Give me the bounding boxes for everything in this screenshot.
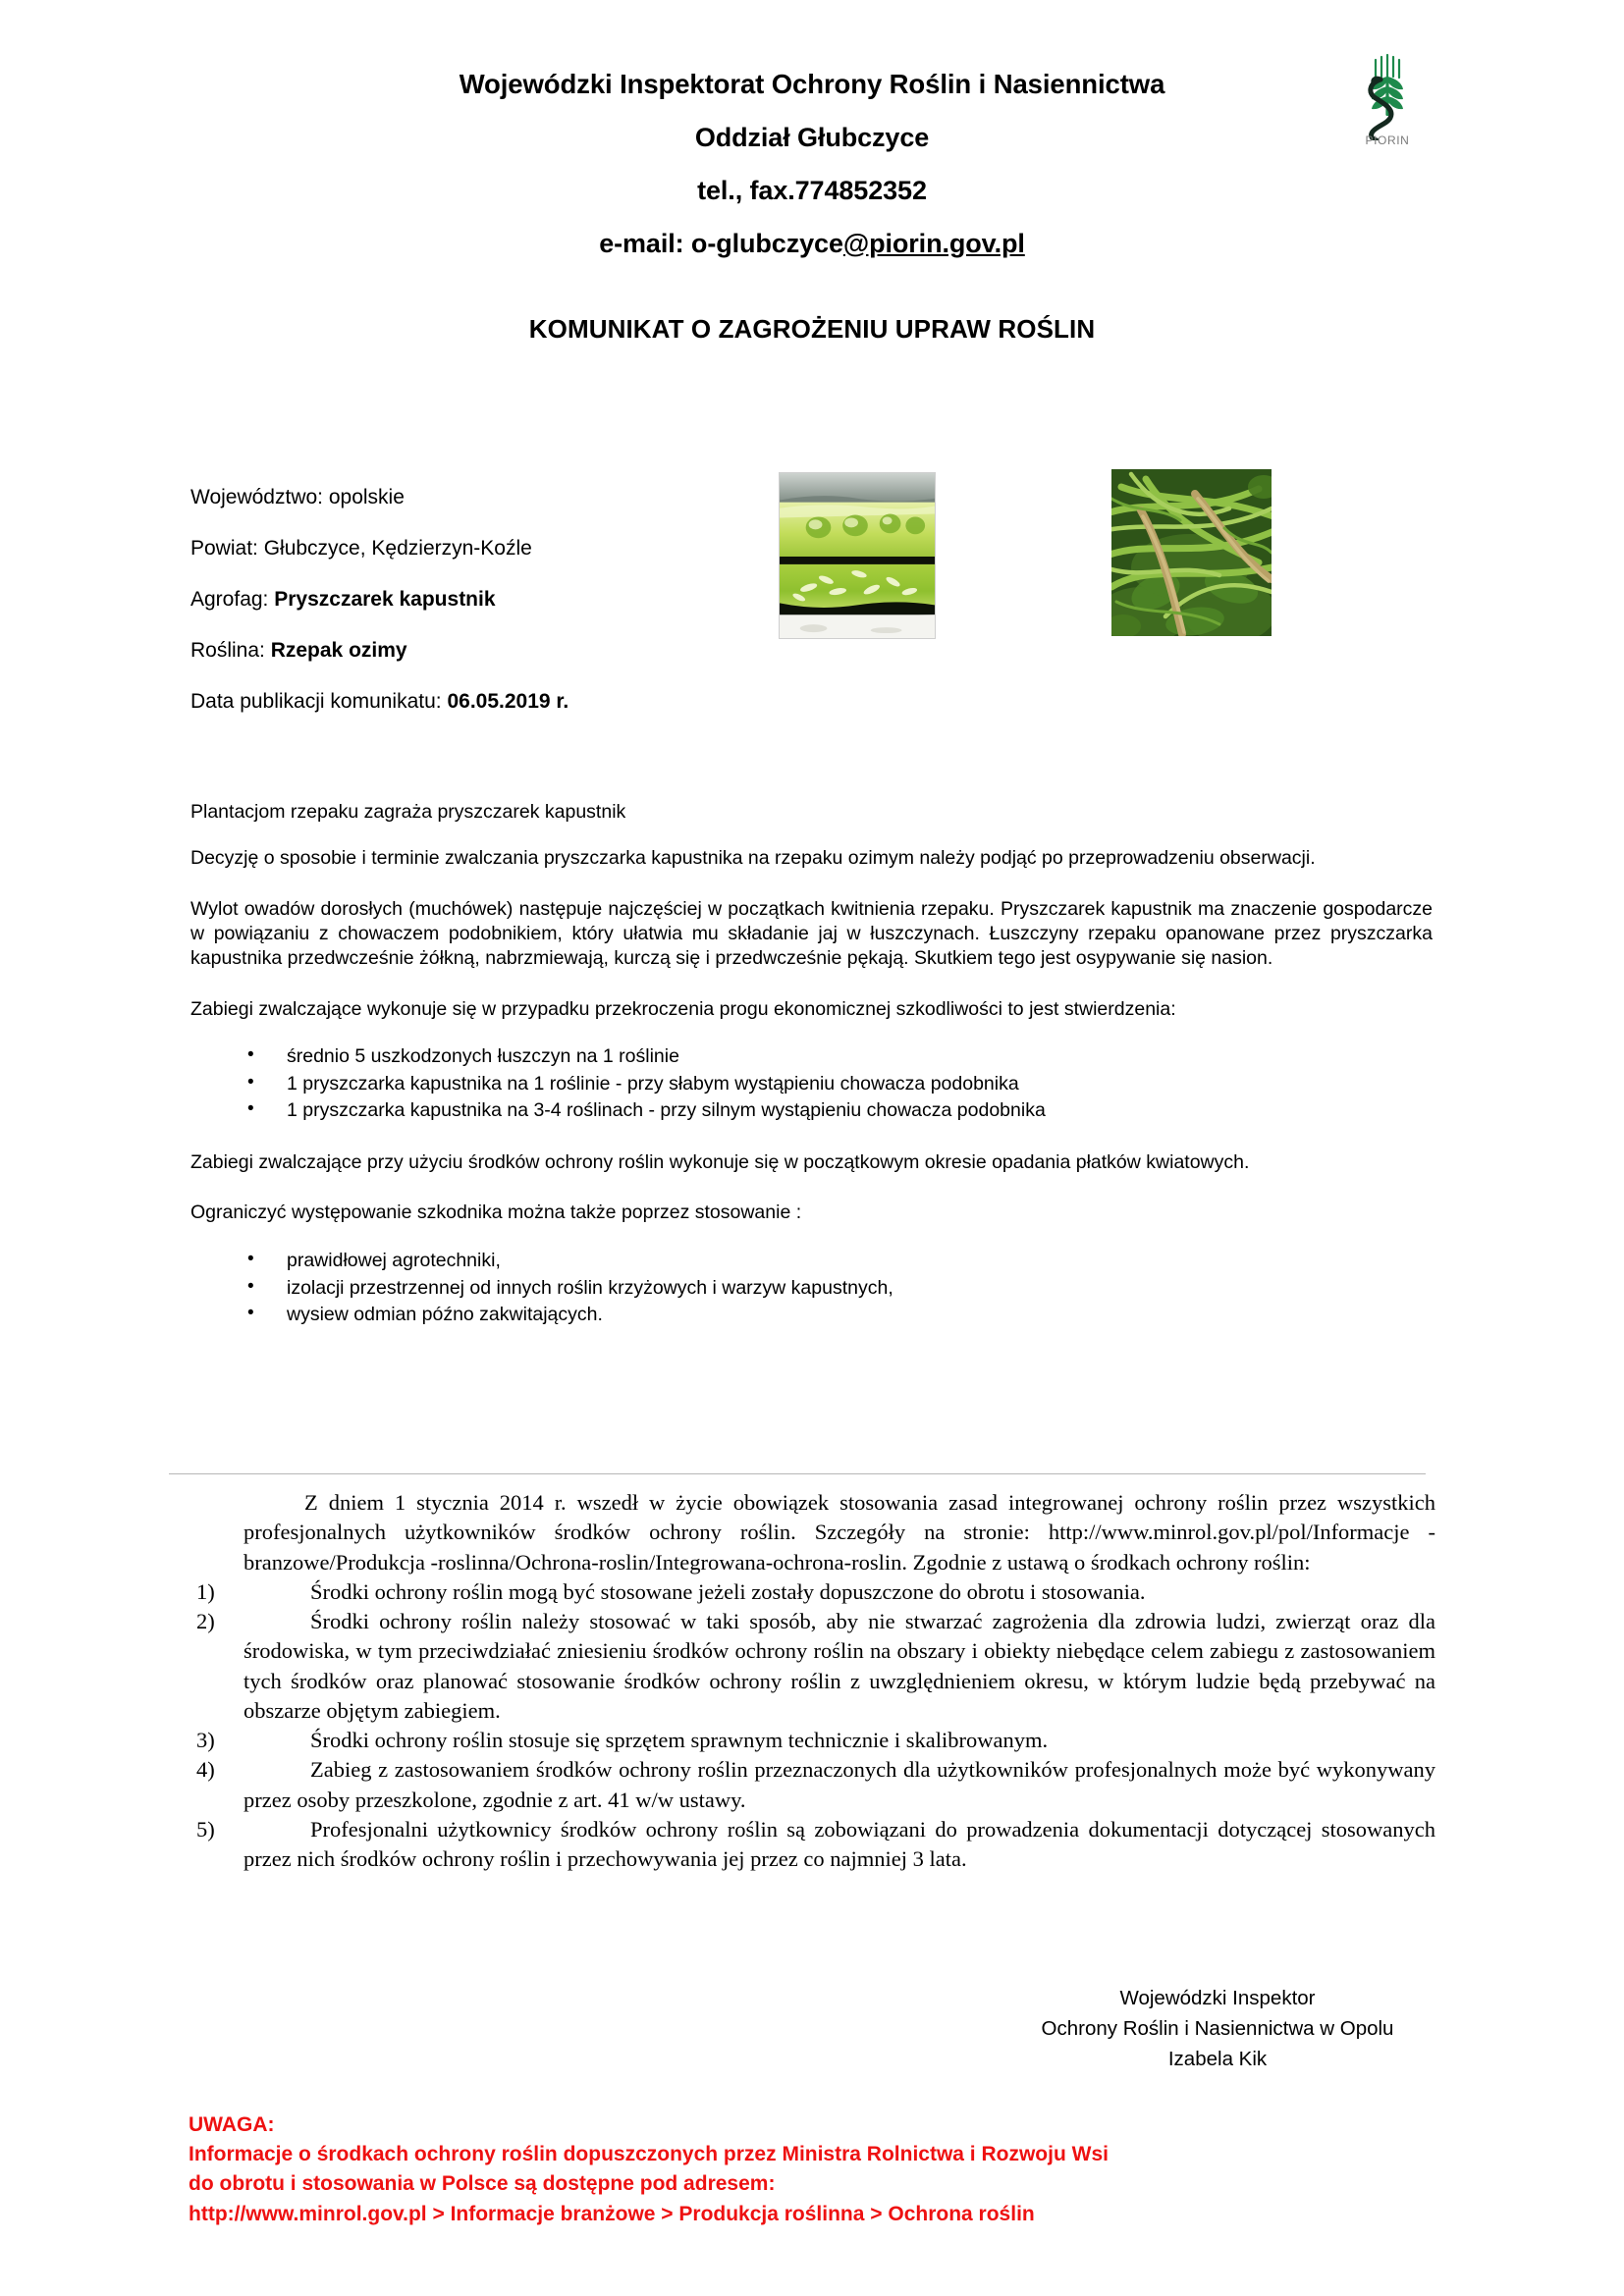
info-value: 06.05.2019 r. — [447, 690, 569, 714]
warning-url[interactable]: http://www.minrol.gov.pl > Informacje branżowe > Produkcja roślinna > Ochrona roślin — [189, 2202, 1035, 2225]
document-body — [190, 800, 1433, 1355]
body-paragraph-3: Wylot owadów dorosłych (muchówek) następuje najczęściej w początkach kwitnienia rzepaku. Pryszczarek kapustnik ma znaczenie gospodarcze w powiązaniu z chowaczem podobnikiem, który ułatwia mu składanie jaj w łuszczynach. Łuszczyny rzepaku opanowane przez pryszczarka kapustnika przedwcześnie żółkną, nabrzmiewają, kurczą się i przedwcześnie pękają. Skutkiem tego jest osypywanie się nasion. — [190, 897, 1433, 970]
legal-list-item — [196, 1815, 1435, 1875]
email-link[interactable]: @piorin.gov.pl — [842, 228, 1025, 258]
warning-line-3: do obrotu i stosowania w Polsce są dostępne pod adresem: — [189, 2172, 776, 2196]
info-row-county — [190, 537, 750, 560]
warning-footer — [189, 2110, 1465, 2229]
info-row-pest — [190, 588, 750, 611]
legal-item-text: Profesjonalni użytkownicy środków ochrony roślin są zobowiązani do prowadzenia dokumentacji dotyczącej stosowanych przez nich środków ochrony roślin i przechowywania jej przez co najmniej 3 lata. — [244, 1816, 1435, 1871]
info-value: Głubczyce, Kędzierzyn-Koźle — [263, 537, 532, 561]
legal-list-item — [196, 1607, 1435, 1726]
org-name-line: Wojewódzki Inspektorat Ochrony Roślin i Nasiennictwa — [459, 69, 1165, 99]
list-item: • średnio 5 uszkodzonych łuszczyn na 1 roślinie — [190, 1043, 1433, 1071]
photo-2-image — [1111, 469, 1272, 636]
legal-list-item — [196, 1726, 1435, 1755]
warning-heading: UWAGA: — [189, 2113, 275, 2136]
body-paragraph-4: Zabiegi zwalczające wykonuje się w przypadku przekroczenia progu ekonomicznej szkodliwości to jest stwierdzenia: — [190, 997, 1176, 1020]
photo-rapeseed-pod-larvae — [779, 472, 936, 639]
legal-item-number: 3) — [196, 1728, 215, 1752]
list-item: • prawidłowej agrotechniki, — [190, 1248, 1433, 1275]
list-item: • 1 pryszczarka kapustnika na 1 roślinie - przy słabym wystąpieniu chowacza podobnika — [190, 1071, 1433, 1098]
legal-item-number: 5) — [196, 1816, 215, 1842]
body-paragraph-6: Ograniczyć występowanie szkodnika można także poprzez stosowanie : — [190, 1201, 802, 1224]
body-paragraph-5: Zabiegi zwalczające przy użyciu środków ochrony roślin wykonuje się w początkowym okresie opadania płatków kwiatowych. — [190, 1151, 1250, 1174]
legal-item-number: 4) — [196, 1757, 215, 1783]
info-label: Roślina: — [190, 639, 271, 663]
info-value: opolskie — [328, 486, 405, 508]
prevention-bullet-list — [190, 1248, 1433, 1329]
legal-item-number: 2) — [196, 1609, 215, 1633]
warning-line-2: Informacje o środkach ochrony roślin dopuszczonych przez Ministra Rolnictwa i Rozwoju Wsi — [189, 2143, 1109, 2166]
signature-name: Izabela Kik — [1167, 2048, 1268, 2071]
branch-line: Oddział Głubczyce — [694, 122, 930, 152]
photo-rapeseed-plantation — [1111, 469, 1272, 636]
signature-line-2: Ochrony Roślin i Nasiennictwa w Opolu — [1041, 2017, 1394, 2041]
threshold-bullet-list — [190, 1043, 1433, 1125]
info-label: Agrofag: — [190, 588, 275, 612]
legal-list-item — [196, 1755, 1435, 1815]
info-value: Rzepak ozimy — [270, 639, 407, 663]
legal-item-text: Środki ochrony roślin należy stosować w taki sposób, aby nie stwarzać zagrożenia dla zdrowia ludzi, zwierząt oraz dla środowiska, w tym przeciwdziałać zniesieniu środków ochrony roślin na obszary i obiekty niebędące celem zabiegu z zastosowaniem tych środków oraz planować stosowanie środków ochrony roślin z uwzględnieniem okresu, w którym ludzie będą przebywać na obszarze objętym zabiegiem. — [244, 1609, 1435, 1723]
email-line — [0, 228, 1624, 258]
legal-intro-paragraph: Z dniem 1 stycznia 2014 r. wszedł w życie obowiązek stosowania zasad integrowanej ochrony roślin przez wszystkich profesjonalnych użytkowników środków ochrony roślin. Szczegóły na stronie: http://www.minrol.gov.pl/pol/Informacje -branzowe/Produkcja -roslinna/Ochrona-roslin/Integrowana-ochrona-roslin. Zgodnie z ustawą o środkach ochrony roślin: — [244, 1490, 1435, 1575]
info-row-publication-date — [190, 690, 750, 713]
legal-item-text: Środki ochrony roślin mogą być stosowane jeżeli zostały dopuszczone do obrotu i stosowania. — [310, 1578, 1146, 1604]
signature-line-1: Wojewódzki Inspektor — [1119, 1987, 1316, 2009]
info-block — [190, 486, 750, 713]
page-title: KOMUNIKAT O ZAGROŻENIU UPRAW ROŚLIN — [528, 314, 1096, 344]
legal-item-number: 1) — [196, 1578, 215, 1604]
legal-numbered-list — [196, 1577, 1435, 1875]
info-value: Pryszczarek kapustnik — [274, 588, 496, 612]
list-item: • wysiew odmian późno zakwitających. — [190, 1302, 1433, 1329]
photo-1-image — [780, 473, 935, 638]
legal-item-text: Środki ochrony roślin stosuje się sprzętem sprawnym technicznie i skalibrowanym. — [310, 1728, 1049, 1752]
info-row-voivodeship — [190, 486, 750, 508]
email-prefix: e-mail: o-glubczyce — [599, 228, 843, 258]
info-row-plant — [190, 639, 750, 662]
signature-block — [943, 1983, 1492, 2074]
info-label: Data publikacji komunikatu: — [190, 690, 448, 714]
legal-list-item — [196, 1577, 1435, 1607]
document-header — [0, 71, 1624, 284]
phone-line: tel., fax.774852352 — [697, 175, 927, 205]
legal-item-text: Zabieg z zastosowaniem środków ochrony roślin przeznaczonych dla użytkowników profesjonalnych może być wykonywany przez osoby przeszkolone, zgodnie z art. 41 w/w ustawy. — [244, 1757, 1435, 1812]
info-label: Województwo: — [190, 486, 329, 508]
list-item: • 1 pryszczarka kapustnika na 3-4 roślinach - przy silnym wystąpieniu chowacza podobnika — [190, 1097, 1433, 1125]
section-divider — [169, 1473, 1426, 1474]
body-paragraph-1: Plantacjom rzepaku zagraża pryszczarek kapustnik — [190, 801, 626, 823]
body-paragraph-2: Decyzję o sposobie i terminie zwalczania pryszczarka kapustnika na rzepaku ozimym należy podjąć po przeprowadzeniu obserwacji. — [190, 847, 1316, 870]
info-label: Powiat: — [190, 537, 264, 561]
logo-caption: PIORIN — [1365, 133, 1410, 147]
legal-section — [196, 1488, 1435, 1874]
list-item: • izolacji przestrzennej od innych roślin krzyżowych i warzyw kapustnych, — [190, 1275, 1433, 1303]
